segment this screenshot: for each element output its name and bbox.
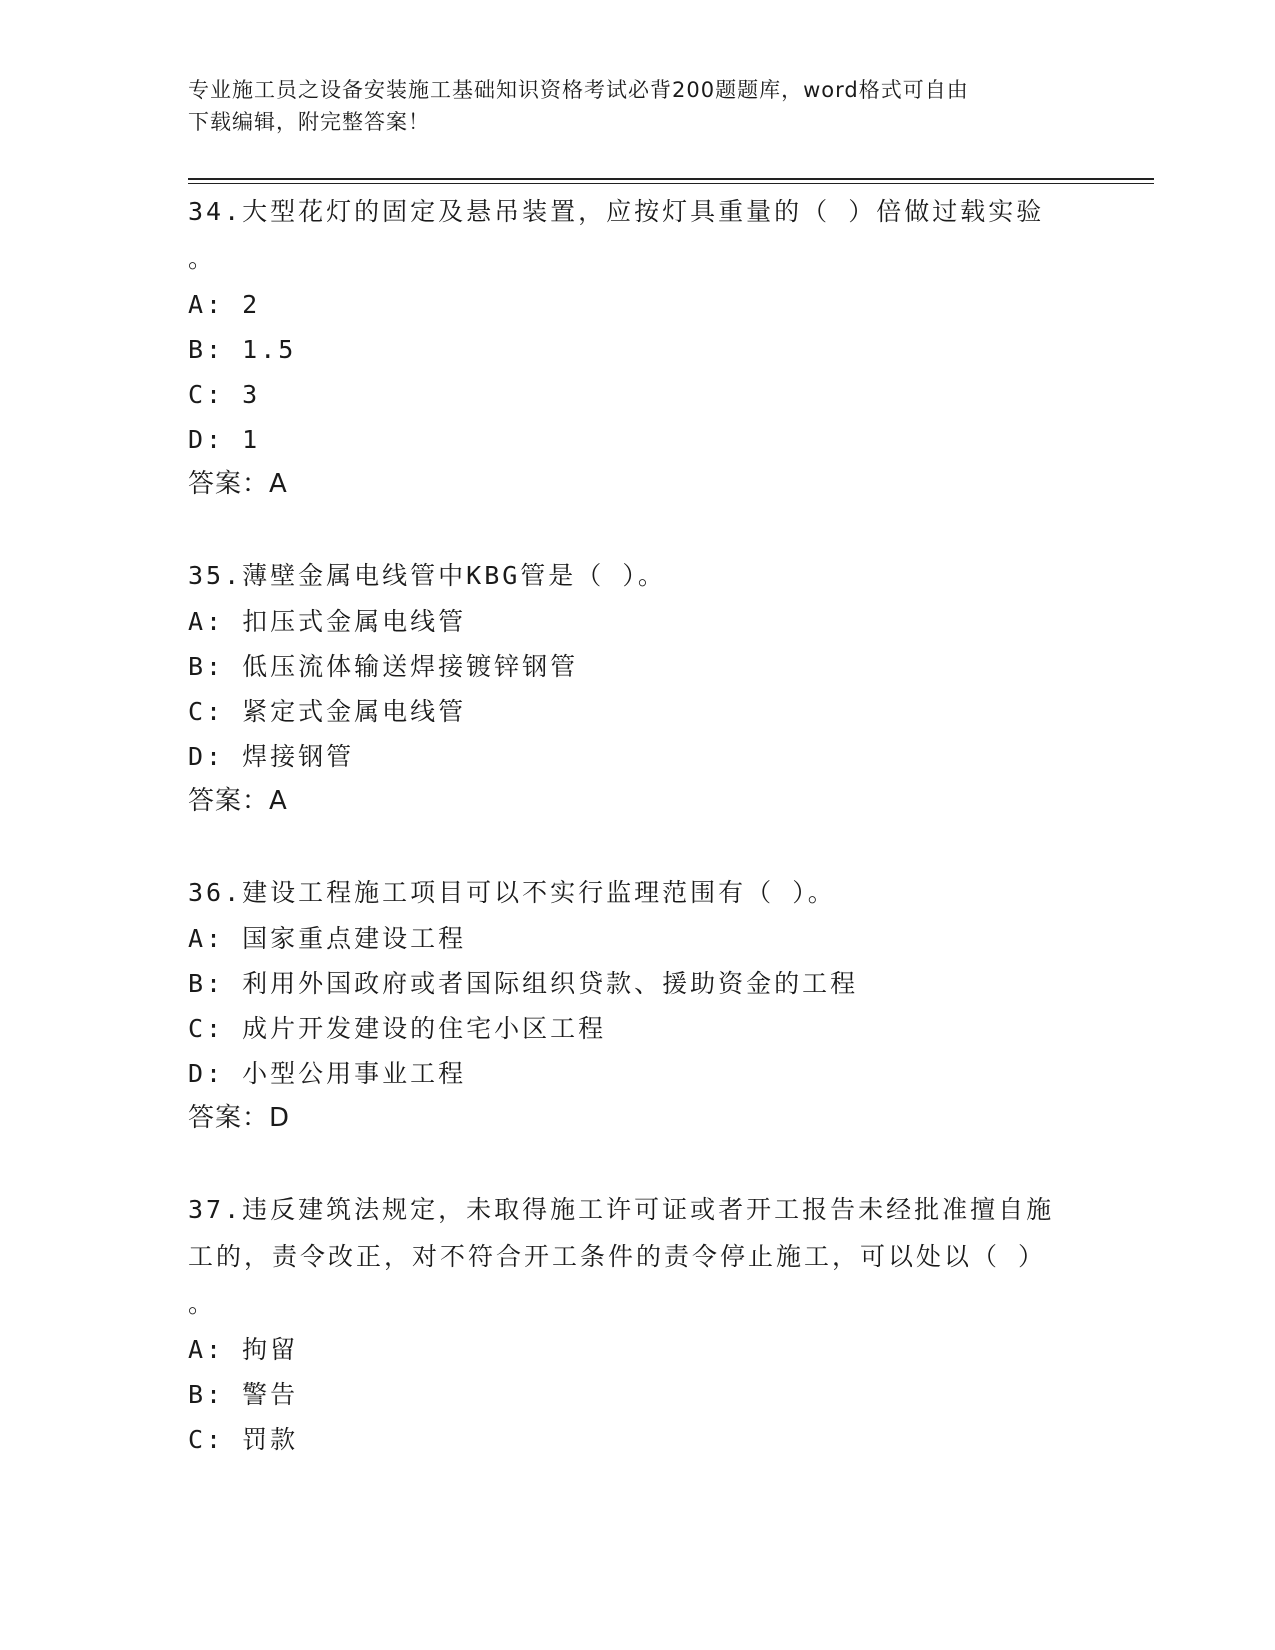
header-divider-thick bbox=[188, 178, 1154, 180]
question-stem: 37.违反建筑法规定，未取得施工许可证或者开工报告未经批准擅自施 bbox=[188, 1195, 1055, 1224]
answer-line: 答案：D bbox=[188, 1103, 291, 1133]
question-34 bbox=[188, 188, 1088, 507]
option-c: C: 3 bbox=[188, 380, 261, 409]
option-c: C: 成片开发建设的住宅小区工程 bbox=[188, 1014, 607, 1043]
option-b: B: 1.5 bbox=[188, 335, 297, 364]
question-stem: 34.大型花灯的固定及悬吊装置，应按灯具重量的（ ）倍做过载实验 bbox=[188, 197, 1045, 226]
option-d: D: 焊接钢管 bbox=[188, 742, 355, 771]
option-d: D: 1 bbox=[188, 425, 261, 454]
question-stem: 36.建设工程施工项目可以不实行监理范围有（ ）。 bbox=[188, 878, 836, 907]
option-a: A: 拘留 bbox=[188, 1335, 299, 1364]
option-b: B: 低压流体输送焊接镀锌钢管 bbox=[188, 652, 579, 681]
question-stem-continued: 工的，责令改正，对不符合开工条件的责令停止施工，可以处以（ ） bbox=[188, 1242, 1047, 1271]
option-b: B: 利用外国政府或者国际组织贷款、援助资金的工程 bbox=[188, 969, 859, 998]
question-36 bbox=[188, 869, 1088, 1141]
document-header bbox=[188, 74, 1068, 138]
option-a: A: 扣压式金属电线管 bbox=[188, 607, 467, 636]
header-line-1: 专业施工员之设备安装施工基础知识资格考试必背200题题库，word格式可自由 bbox=[188, 78, 969, 102]
answer-line: 答案：A bbox=[188, 469, 288, 499]
option-c: C: 紧定式金属电线管 bbox=[188, 697, 467, 726]
header-divider-thin bbox=[188, 183, 1154, 184]
option-a: A: 国家重点建设工程 bbox=[188, 924, 467, 953]
header-line-2: 下载编辑，附完整答案！ bbox=[188, 110, 430, 134]
option-b: B: 警告 bbox=[188, 1380, 299, 1409]
option-d: D: 小型公用事业工程 bbox=[188, 1059, 467, 1088]
question-stem-continued: 。 bbox=[188, 244, 217, 273]
question-37 bbox=[188, 1186, 1088, 1462]
question-35 bbox=[188, 552, 1088, 824]
question-stem-continued-2: 。 bbox=[188, 1289, 217, 1318]
answer-line: 答案：A bbox=[188, 786, 288, 816]
option-c: C: 罚款 bbox=[188, 1425, 299, 1454]
question-stem: 35.薄壁金属电线管中KBG管是（ ）。 bbox=[188, 561, 666, 590]
option-a: A: 2 bbox=[188, 290, 261, 319]
